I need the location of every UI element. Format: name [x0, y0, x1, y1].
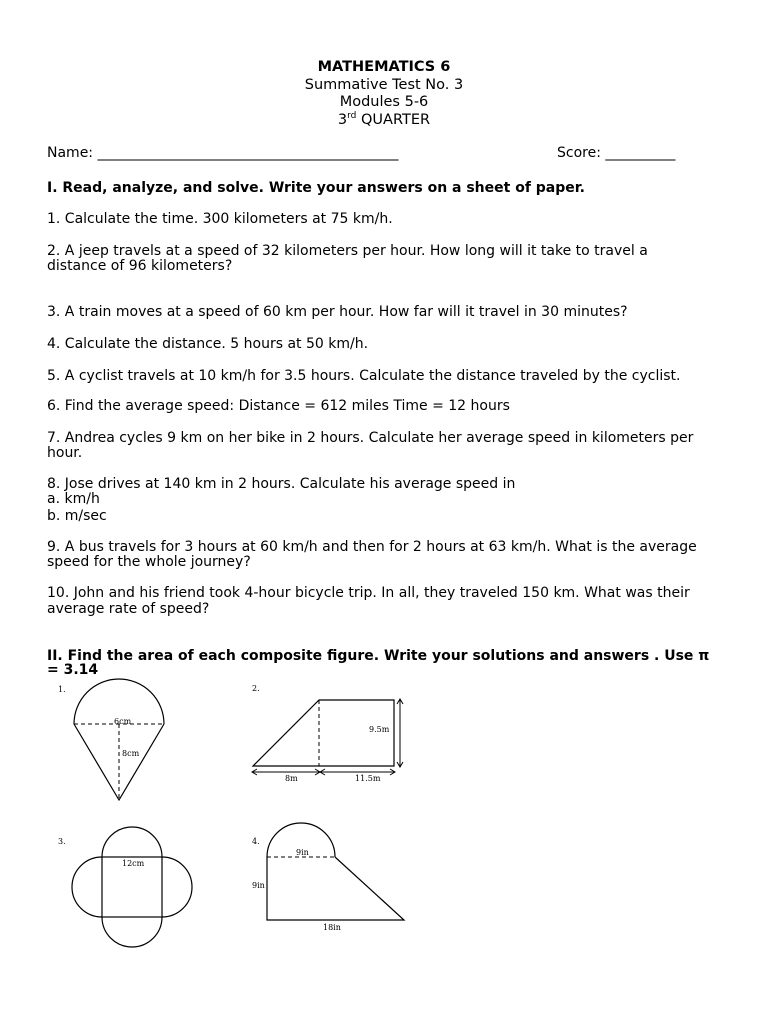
question-8-option-b: b. m/sec — [47, 508, 107, 524]
question-6: 6. Find the average speed: Distance = 612 miles Time = 12 hours — [47, 398, 510, 414]
part1-instruction: I. Read, analyze, and solve. Write your answers on a sheet of paper. — [47, 180, 586, 196]
figure-3-side-label: 12cm — [122, 859, 145, 868]
figure-1-diameter-label: 6cm — [114, 717, 132, 726]
figure-2-base-left-label: 8m — [285, 774, 298, 783]
figure-1-number: 1. — [58, 685, 66, 694]
modules-line: Modules 5-6 — [339, 94, 429, 110]
quarter-ordinal: rd — [347, 111, 357, 121]
score-field: Score: __________ — [557, 145, 676, 161]
part2-instruction-line2: = 3.14 — [47, 662, 99, 678]
test-subject-title: MATHEMATICS 6 — [317, 59, 451, 75]
figure-4-diameter-label: 9in — [296, 848, 309, 857]
question-1: 1. Calculate the time. 300 kilometers at 75 km/h. — [47, 211, 393, 227]
figure-2-height-label: 9.5m — [369, 725, 390, 734]
question-8-option-a: a. km/h — [47, 491, 100, 507]
question-2-line1: 2. A jeep travels at a speed of 32 kilometers per hour. How long will it take to travel a — [47, 243, 648, 259]
figure-4-base-label: 18in — [323, 923, 341, 932]
figure-1-height-label: 8cm — [122, 749, 140, 758]
question-3: 3. A train moves at a speed of 60 km per hour. How far will it travel in 30 minutes? — [47, 304, 628, 320]
question-4: 4. Calculate the distance. 5 hours at 50 km/h. — [47, 336, 369, 352]
question-9-line2: speed for the whole journey? — [47, 554, 251, 570]
figure-2-base-right-label: 11.5m — [355, 774, 381, 783]
question-10-line2: average rate of speed? — [47, 601, 210, 617]
figure-4-height-label: 9in — [252, 881, 265, 890]
question-9-line1: 9. A bus travels for 3 hours at 60 km/h and then for 2 hours at 63 km/h. What is the average — [47, 539, 697, 555]
part2-instruction-line1: II. Find the area of each composite figure. Write your solutions and answers . Use π — [47, 648, 710, 664]
question-7-line1: 7. Andrea cycles 9 km on her bike in 2 hours. Calculate her average speed in kilometers per — [47, 430, 694, 446]
figure-2-number: 2. — [252, 684, 260, 693]
figure-4-number: 4. — [252, 837, 260, 846]
question-7-line2: hour. — [47, 445, 83, 461]
question-2-line2: distance of 96 kilometers? — [47, 258, 233, 274]
figure-3-number: 3. — [58, 837, 66, 846]
question-10-line1: 10. John and his friend took 4-hour bicycle trip. In all, they traveled 150 km. What was their — [47, 585, 690, 601]
quarter-word: QUARTER — [356, 112, 431, 128]
test-number: Summative Test No. 3 — [304, 77, 464, 93]
question-8-line1: 8. Jose drives at 140 km in 2 hours. Calculate his average speed in — [47, 476, 516, 492]
name-field: Name: ___________________________________________ — [47, 145, 399, 161]
question-5: 5. A cyclist travels at 10 km/h for 3.5 hours. Calculate the distance traveled by the cyclist. — [47, 368, 681, 384]
quarter-number: 3 — [337, 112, 348, 128]
figure-4-trapezoid — [267, 857, 404, 920]
